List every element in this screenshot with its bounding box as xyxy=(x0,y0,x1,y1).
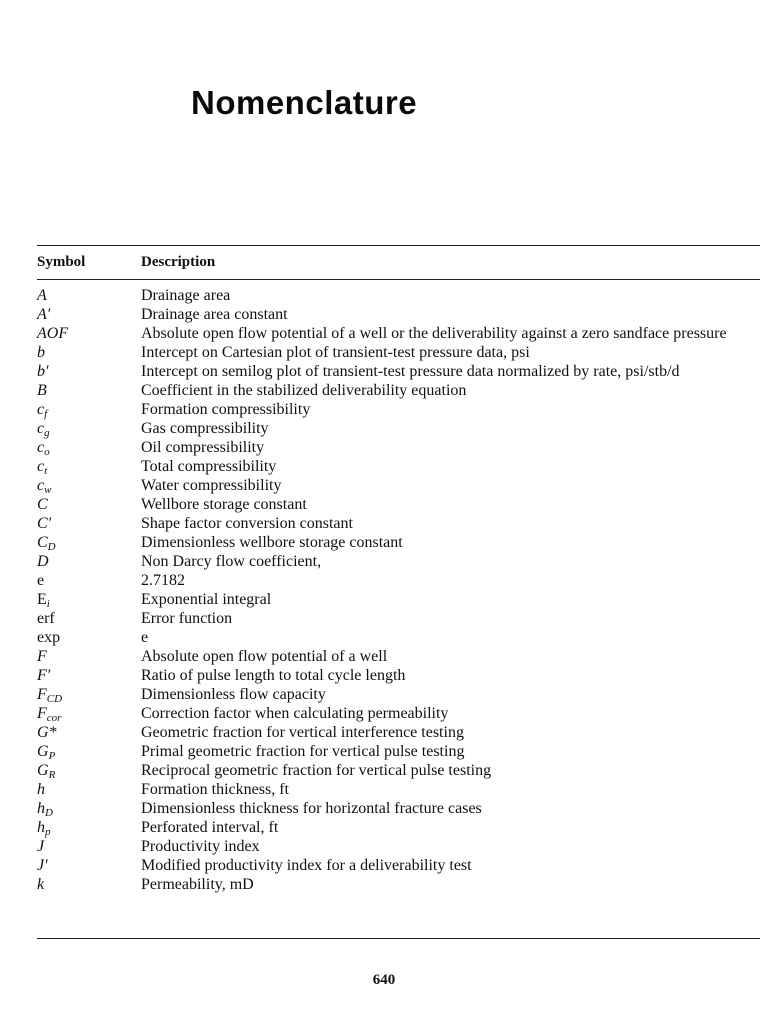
symbol-subscript: w xyxy=(44,484,52,496)
symbol-cell xyxy=(37,818,141,837)
description-cell: Total compressibility xyxy=(141,458,277,475)
description-cell: Intercept on semilog plot of transient-test pressure data normalized by rate, psi/stb/d xyxy=(141,363,680,380)
description-cell: Dimensionless flow capacity xyxy=(141,686,326,703)
table-header-rule xyxy=(37,279,760,280)
symbol-cell xyxy=(37,742,141,761)
symbol-cell xyxy=(37,590,141,609)
symbol-subscript: p xyxy=(45,826,51,838)
symbol-cell xyxy=(37,552,141,571)
description-cell: Absolute open flow potential of a well or the deliverability against a zero sandface pressure xyxy=(141,325,727,342)
symbol-text: F xyxy=(37,648,47,665)
symbol-cell xyxy=(37,438,141,457)
table-row xyxy=(37,419,760,438)
symbol-text: h xyxy=(37,781,45,798)
symbol-cell xyxy=(37,495,141,514)
symbol-text: F xyxy=(37,705,47,722)
table-row xyxy=(37,324,760,343)
table-row xyxy=(37,305,760,324)
symbol-text: b′ xyxy=(37,363,49,380)
symbol-cell xyxy=(37,533,141,552)
symbol-text: erf xyxy=(37,610,55,627)
symbol-cell xyxy=(37,362,141,381)
symbol-text: D xyxy=(37,553,49,570)
symbol-cell xyxy=(37,723,141,742)
description-cell: Absolute open flow potential of a well xyxy=(141,648,388,665)
symbol-cell xyxy=(37,780,141,799)
description-cell: 2.7182 xyxy=(141,572,185,589)
symbol-text: E xyxy=(37,591,47,608)
symbol-text: C xyxy=(37,534,48,551)
description-cell: Reciprocal geometric fraction for vertical pulse testing xyxy=(141,762,492,779)
table-row xyxy=(37,647,760,666)
table-row xyxy=(37,457,760,476)
symbol-subscript: P xyxy=(48,750,56,762)
table-row xyxy=(37,286,760,305)
description-cell: Shape factor conversion constant xyxy=(141,515,353,532)
table-row xyxy=(37,837,760,856)
symbol-text: c xyxy=(37,458,45,475)
description-cell: Oil compressibility xyxy=(141,439,265,456)
symbol-cell xyxy=(37,381,141,400)
symbol-text: G xyxy=(37,762,49,779)
table-row xyxy=(37,818,760,837)
table-row xyxy=(37,343,760,362)
description-column-header: Description xyxy=(141,254,216,270)
description-cell: Coefficient in the stabilized deliverability equation xyxy=(141,382,467,399)
description-cell: Permeability, mD xyxy=(141,876,254,893)
description-cell: Gas compressibility xyxy=(141,420,269,437)
description-cell: Formation compressibility xyxy=(141,401,311,418)
symbol-text: e xyxy=(37,572,45,589)
symbol-cell xyxy=(37,761,141,780)
table-row xyxy=(37,856,760,875)
symbol-cell xyxy=(37,647,141,666)
symbol-subscript: D xyxy=(45,807,53,819)
symbol-text: k xyxy=(37,876,45,893)
symbol-subscript: t xyxy=(44,465,48,477)
table-row xyxy=(37,723,760,742)
table-row xyxy=(37,476,760,495)
table-row xyxy=(37,875,760,894)
symbol-text: b xyxy=(37,344,45,361)
symbol-text: C xyxy=(37,496,48,513)
nomenclature-table-body xyxy=(37,286,760,894)
description-cell: e xyxy=(141,629,149,646)
symbol-subscript: CD xyxy=(46,693,63,705)
symbol-text: exp xyxy=(37,629,61,646)
description-cell: Intercept on Cartesian plot of transient-test pressure data, psi xyxy=(141,344,530,361)
table-row xyxy=(37,780,760,799)
description-cell: Wellbore storage constant xyxy=(141,496,307,513)
symbol-text: B xyxy=(37,382,47,399)
table-row xyxy=(37,381,760,400)
table-row xyxy=(37,590,760,609)
symbol-text: A xyxy=(37,287,47,304)
symbol-cell xyxy=(37,324,141,343)
symbol-text: c xyxy=(37,477,45,494)
symbol-cell xyxy=(37,571,141,590)
symbol-text: C′ xyxy=(37,515,52,532)
description-cell: Dimensionless wellbore storage constant xyxy=(141,534,403,551)
table-row xyxy=(37,495,760,514)
symbol-text: c xyxy=(37,439,45,456)
symbol-text: AOF xyxy=(37,325,69,342)
table-row xyxy=(37,685,760,704)
description-cell: Correction factor when calculating permeability xyxy=(141,705,449,722)
symbol-text: F xyxy=(37,686,47,703)
description-cell: Drainage area xyxy=(141,287,231,304)
table-bottom-rule xyxy=(37,938,760,939)
description-cell: Error function xyxy=(141,610,233,627)
symbol-subscript: D xyxy=(47,541,56,553)
description-cell: Ratio of pulse length to total cycle length xyxy=(141,667,406,684)
symbol-column-header: Symbol xyxy=(37,254,86,270)
symbol-cell xyxy=(37,685,141,704)
description-cell: Exponential integral xyxy=(141,591,272,608)
symbol-text: J′ xyxy=(37,857,48,874)
table-row xyxy=(37,400,760,419)
description-cell: Perforated interval, ft xyxy=(141,819,279,836)
symbol-cell xyxy=(37,419,141,438)
table-top-rule xyxy=(37,245,760,246)
symbol-subscript: i xyxy=(46,598,50,610)
table-row xyxy=(37,514,760,533)
description-cell: Water compressibility xyxy=(141,477,282,494)
table-row xyxy=(37,704,760,723)
symbol-cell xyxy=(37,799,141,818)
symbol-text: h xyxy=(37,800,45,817)
table-row xyxy=(37,628,760,647)
symbol-subscript: o xyxy=(44,446,50,458)
symbol-cell xyxy=(37,875,141,894)
symbol-cell xyxy=(37,305,141,324)
symbol-cell xyxy=(37,609,141,628)
description-cell: Non Darcy flow coefficient, xyxy=(141,553,322,570)
table-row xyxy=(37,552,760,571)
symbol-cell xyxy=(37,343,141,362)
symbol-cell xyxy=(37,666,141,685)
symbol-subscript: f xyxy=(44,408,48,420)
symbol-subscript: R xyxy=(48,769,56,781)
symbol-cell xyxy=(37,514,141,533)
description-cell: Modified productivity index for a deliverability test xyxy=(141,857,472,874)
symbol-cell xyxy=(37,704,141,723)
symbol-text: G* xyxy=(37,724,57,741)
table-row xyxy=(37,362,760,381)
table-row xyxy=(37,609,760,628)
description-cell: Dimensionless thickness for horizontal fracture cases xyxy=(141,800,482,817)
page-title: Nomenclature xyxy=(191,84,418,121)
description-cell: Primal geometric fraction for vertical pulse testing xyxy=(141,743,465,760)
description-cell: Formation thickness, ft xyxy=(141,781,289,798)
symbol-cell xyxy=(37,628,141,647)
symbol-subscript: g xyxy=(44,427,50,439)
symbol-text: A′ xyxy=(37,306,51,323)
table-row xyxy=(37,666,760,685)
table-row xyxy=(37,571,760,590)
symbol-cell xyxy=(37,457,141,476)
symbol-text: F′ xyxy=(37,667,51,684)
page-number: 640 xyxy=(372,972,396,988)
table-row xyxy=(37,438,760,457)
table-row xyxy=(37,761,760,780)
symbol-cell xyxy=(37,856,141,875)
symbol-text: c xyxy=(37,401,45,418)
symbol-text: J xyxy=(37,838,45,855)
description-cell: Drainage area constant xyxy=(141,306,288,323)
description-cell: Productivity index xyxy=(141,838,260,855)
symbol-cell xyxy=(37,476,141,495)
description-cell: Geometric fraction for vertical interference testing xyxy=(141,724,464,741)
table-row xyxy=(37,742,760,761)
symbol-text: c xyxy=(37,420,45,437)
symbol-cell xyxy=(37,400,141,419)
symbol-cell xyxy=(37,837,141,856)
symbol-text: h xyxy=(37,819,45,836)
symbol-cell xyxy=(37,286,141,305)
symbol-text: G xyxy=(37,743,49,760)
symbol-subscript: cor xyxy=(46,712,62,724)
table-row xyxy=(37,533,760,552)
table-row xyxy=(37,799,760,818)
